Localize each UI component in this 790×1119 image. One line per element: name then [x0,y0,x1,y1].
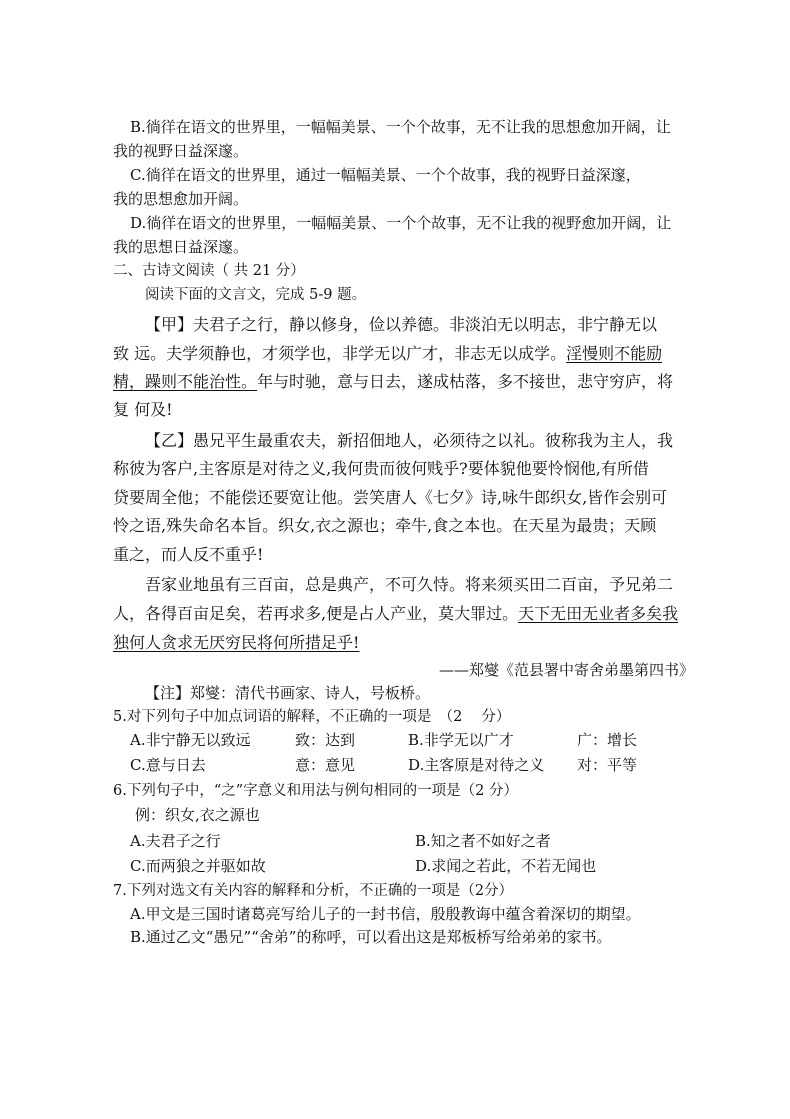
q5-option-b: B.非学无以广才 [408,731,514,749]
q6-option-b: B.知之者不如好之者 [415,832,551,850]
passage-jia-line3 [113,374,673,390]
q4-option-c-line2: 我的思想愈加开阔。 [113,190,249,208]
q6-option-c: C.而两狼之并驱如故 [130,857,266,875]
passage-yi-line2: 称彼为客户,主客原是对待之义,我何贵而彼何贱乎?要体貌他要怜悯他,有所借 [113,459,649,478]
q5-option-a: A.非宁静无以致远 [130,731,251,749]
annotation-note: 【注】郑燮：清代书画家、诗人，号板桥。 [145,684,431,702]
q6-option-a: A.夫君子之行 [130,832,221,850]
q5-option-d-gloss: 对：平等 [577,756,638,774]
q7-stem: 7.下列对选文有关内容的解释和分析，不正确的一项是（2分） [113,883,514,899]
passage-jia-underlined-1: 淫慢则不能励 [566,344,663,363]
passage-yi-line5: 重之，而人反不重乎! [113,545,264,564]
q4-option-b-line1: B.徜徉在语文的世界里，一幅幅美景、一个个故事，无不让我的思想愈加开阔，让 [130,118,671,136]
q6-stem: 6.下列句子中，“之”字意义和用法与例句相同的一项是（2 分） [113,783,518,799]
q4-option-c-line1: C.徜徉在语文的世界里，通过一幅幅美景、一个个故事，我的视野日益深邃， [130,166,641,184]
passage-yi-underlined-1: 天下无田无业者多矣我 [518,604,679,623]
q4-option-b-line2: 我的视野日益深邃。 [113,142,249,160]
q6-option-d: D.求闻之若此，不若无闻也 [415,857,597,875]
q4-option-d-line1: D.徜徉在语文的世界里，一幅幅美景、一个个故事，无不让我的视野愈加开阔，让 [130,214,672,232]
passage-yi-line3: 贷要周全他；不能偿还要宽让他。尝笑唐人《七夕》诗,咏牛郎织女,皆作会别可 [113,488,668,507]
passage-jia-line1: 【甲】夫君子之行，静以修身，俭以养德。非淡泊无以明志，非宁静无以 [145,315,658,334]
passage-jia-line4: 复 何及! [113,400,173,419]
passage-yi-para2-line2 [113,606,678,622]
passage-yi-underlined-2: 独何人贪求无厌穷民将何所措足乎! [113,633,360,652]
passage-jia-line2 [113,346,662,362]
passage-yi-para2-line1: 吾家业地虽有三百亩，总是典产，不可久恃。将来须买田二百亩，予兄弟二 [145,575,674,594]
q5-option-b-gloss: 广：增长 [577,731,638,749]
passage-yi-line4: 怜之语,殊失命名本旨。织女,衣之源也；牵牛,食之本也。在天星为最贵；天顾 [113,516,657,535]
q4-option-d-line2: 我的思想日益深邃。 [113,238,249,256]
section-heading: 二、古诗文阅读（ 共 21 分） [113,263,305,279]
passage-jia-underlined-2: 精，躁则不能治性。 [113,372,258,391]
passage-jia-line3-text: 年与时驰，意与日去，遂成枯落，多不接世，悲守穷庐，将 [257,372,674,391]
passage-source: ——郑燮《范县署中寄舍弟墨第四书》 [439,661,695,679]
q5-option-a-gloss: 致：达到 [295,731,356,749]
q7-option-a: A.甲文是三国时诸葛亮写给儿子的一封书信，殷殷教诲中蕴含着深切的期望。 [130,905,641,923]
passage-jia-line2-text: 致 远。夫学须静也，才须学也，非学无以广才，非志无以成学。 [113,344,567,363]
section-instruction: 阅读下面的文言文，完成 5-9 题。 [145,287,367,303]
q5-option-c: C.意与日去 [130,756,206,774]
q7-option-b: B.通过乙文“愚兄”“舍弟”的称呼，可以看出这是郑板桥写给弟弟的家书。 [130,928,612,946]
passage-yi-para2-line3 [113,635,359,651]
q5-option-c-gloss: 意：意见 [295,756,356,774]
passage-yi-line1: 【乙】愚兄平生最重农夫，新招佃地人，必须待之以礼。彼称我为主人，我 [145,431,674,450]
q5-stem: 5.对下列句子中加点词语的解释，不正确的一项是 （2 分） [113,709,511,725]
passage-yi-para2-line2-text: 人，各得百亩足矣，若再求多,便是占人产业，莫大罪过。 [113,604,519,623]
q5-option-d: D.主客原是对待之义 [408,756,545,774]
q6-example: 例：织女,衣之源也 [135,806,260,824]
